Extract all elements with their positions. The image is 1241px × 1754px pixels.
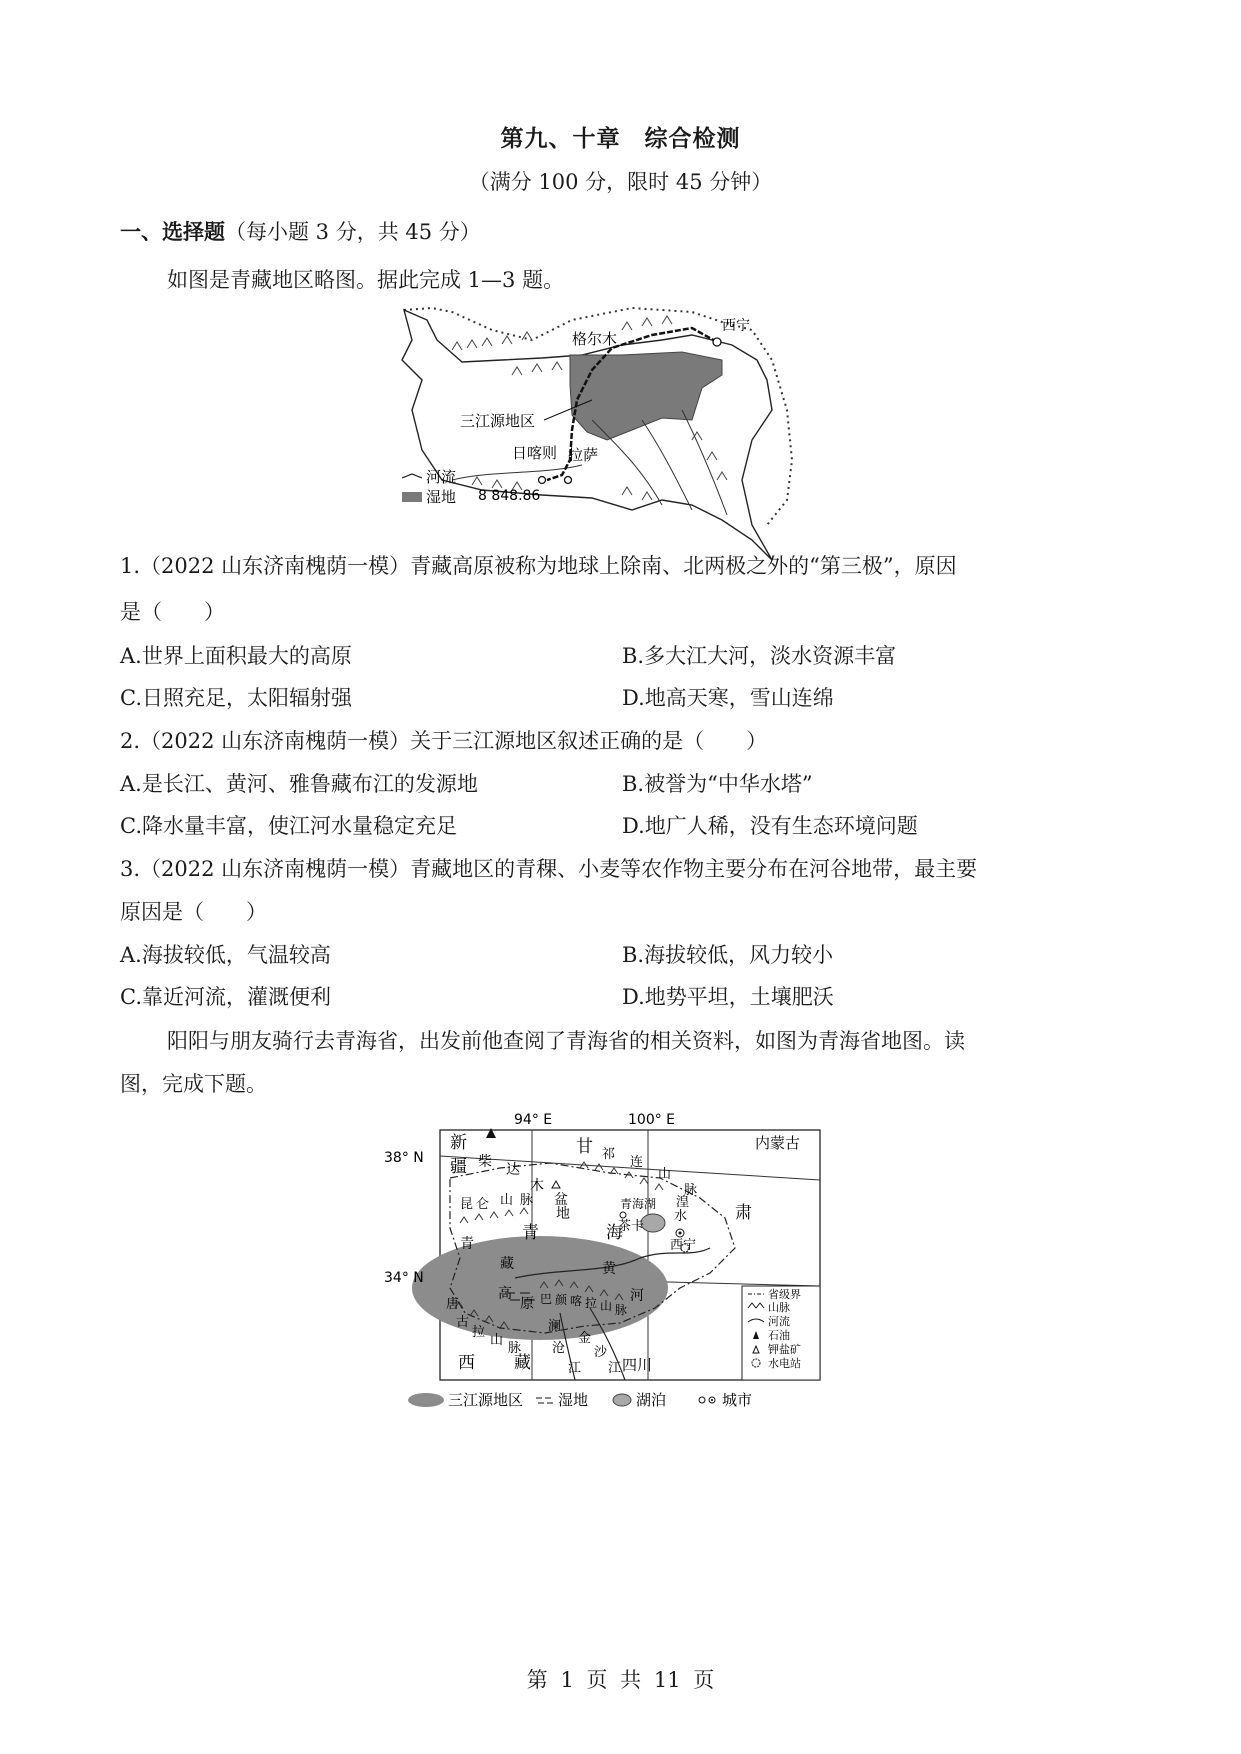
legend-bottom-3: 湖泊 bbox=[636, 1391, 667, 1409]
legend-wetland-icon bbox=[402, 492, 422, 502]
legend-river-icon bbox=[402, 474, 422, 478]
q3-option-c: C.靠近河流，灌溉便利 bbox=[120, 985, 331, 1009]
label-zang: 藏 bbox=[514, 1353, 531, 1373]
label-tanggula-2: 古 bbox=[456, 1315, 470, 1330]
label-xi: 西 bbox=[458, 1353, 475, 1373]
label-tanggula-4: 山 bbox=[490, 1333, 504, 1348]
section-heading bbox=[120, 216, 481, 246]
legend-bottom-2: 湿地 bbox=[558, 1391, 589, 1409]
q3-option-b: B.海拔较低，风力较小 bbox=[622, 943, 834, 967]
label-kunlun-1: 昆 bbox=[460, 1197, 474, 1212]
label-tanggula-1: 唐 bbox=[446, 1297, 460, 1312]
label-jinsha-1: 金 bbox=[578, 1331, 592, 1346]
label-chaidamu-5: 地 bbox=[556, 1206, 570, 1222]
intro-text-2-line1: 阳阳与朋友骑行去青海省，出发前他查阅了青海省的相关资料，如图为青海省地图。读 bbox=[167, 1029, 965, 1053]
label-lancang-3: 江 bbox=[568, 1361, 582, 1376]
intro-text-1: 如图是青藏地区略图。据此完成 1—3 题。 bbox=[167, 268, 565, 292]
label-chaidamu-3: 木 bbox=[530, 1178, 544, 1194]
label-bayankala-1: 巴 bbox=[540, 1292, 553, 1306]
label-qilian-2: 连 bbox=[630, 1155, 644, 1170]
label-chaka: 茶卡 bbox=[618, 1219, 645, 1234]
legend-wetland-icon2 bbox=[536, 1398, 553, 1403]
label-chaidamu-4: 盆 bbox=[554, 1192, 568, 1208]
q2-option-d: D.地广人稀，没有生态环境问题 bbox=[622, 814, 918, 838]
legend-city-icon-1 bbox=[699, 1397, 705, 1403]
label-tanggula-5: 脉 bbox=[508, 1341, 522, 1356]
q1-option-b: B.多大江大河，淡水资源丰富 bbox=[622, 644, 897, 668]
lat-34-label: 34° N bbox=[384, 1270, 424, 1286]
label-qilian-3: 山 bbox=[658, 1167, 672, 1182]
label-bayankala-4: 拉 bbox=[585, 1296, 598, 1310]
label-qingzang-3: 高 bbox=[498, 1286, 512, 1302]
label-su: 肃 bbox=[735, 1203, 752, 1223]
legend-bottom-1: 三江源地区 bbox=[448, 1391, 524, 1409]
q2-option-b: B.被誉为“中华水塔” bbox=[622, 772, 813, 796]
q1-option-c: C.日照充足，太阳辐射强 bbox=[120, 686, 352, 710]
label-kunlun-4: 脉 bbox=[520, 1193, 534, 1208]
qingzang-region-map bbox=[392, 300, 854, 575]
legend-item-1: 省级界 bbox=[768, 1288, 801, 1301]
legend-item-5: 钾盐矿 bbox=[768, 1343, 801, 1356]
label-hai: 海 bbox=[606, 1223, 623, 1243]
label-sanjiangyuan: 三江源地区 bbox=[460, 412, 536, 430]
page-footer: 第 1 页 共 11 页 bbox=[526, 1668, 715, 1692]
qinghai-lake bbox=[641, 1214, 665, 1232]
label-qinghaihu: 青海湖 bbox=[620, 1197, 657, 1211]
label-huangshui-1: 湟 bbox=[676, 1195, 690, 1210]
q2-option-c: C.降水量丰富，使江河水量稳定充足 bbox=[120, 814, 457, 838]
legend-item-6: 水电站 bbox=[768, 1357, 801, 1370]
section-label: 一、选择题 bbox=[120, 219, 225, 244]
city-chaka-marker bbox=[620, 1212, 626, 1218]
q1-stem-line2: 是（ ） bbox=[120, 600, 225, 624]
label-kunlun-3: 山 bbox=[500, 1193, 514, 1208]
label-xining2: 西宁 bbox=[670, 1238, 697, 1253]
legend-sanjiangyuan-icon bbox=[408, 1393, 444, 1407]
legend-lake-icon bbox=[613, 1394, 631, 1406]
lon-94-label: 94° E bbox=[514, 1112, 553, 1128]
label-qilian-1: 祁 bbox=[602, 1147, 616, 1162]
label-lancang-1: 澜 bbox=[548, 1319, 562, 1334]
label-bayankala-5: 山 bbox=[600, 1299, 613, 1313]
label-bayankala-2: 颜 bbox=[555, 1293, 568, 1307]
city-shigatse bbox=[539, 477, 546, 484]
q1-option-d: D.地高天寒，雪山连绵 bbox=[622, 686, 834, 710]
q1-stem-line1: 1.（2022 山东济南槐荫一模）青藏高原被称为地球上除南、北两极之外的“第三极”，原因 bbox=[120, 554, 957, 578]
page-subtitle: （满分 100 分，限时 45 分钟） bbox=[468, 170, 773, 194]
q3-stem-line1: 3.（2022 山东济南槐荫一模）青藏地区的青稞、小麦等农作物主要分布在河谷地带，最主要 bbox=[120, 857, 978, 881]
label-qingzang-4: 原 bbox=[520, 1296, 534, 1312]
label-sichuan: 四川 bbox=[622, 1356, 653, 1374]
label-neimenggu: 内蒙古 bbox=[755, 1134, 801, 1152]
city-xining bbox=[713, 338, 721, 346]
label-jinsha-2: 沙 bbox=[594, 1345, 608, 1360]
q3-option-d: D.地势平坦，土壤肥沃 bbox=[622, 985, 834, 1009]
label-huanghe-1: 黄 bbox=[602, 1261, 616, 1277]
label-bayankala-6: 脉 bbox=[615, 1303, 628, 1317]
label-kunlun-2: 仑 bbox=[476, 1197, 490, 1212]
label-huanghe-2: 河 bbox=[630, 1288, 644, 1304]
label-huangshui-2: 水 bbox=[674, 1209, 688, 1224]
q2-stem-line1: 2.（2022 山东济南槐荫一模）关于三江源地区叙述正确的是（ ） bbox=[120, 729, 768, 753]
label-jiang: 疆 bbox=[450, 1157, 467, 1177]
legend-bottom-4: 城市 bbox=[722, 1391, 753, 1409]
legend-item-2: 山脉 bbox=[768, 1301, 790, 1314]
label-qing: 青 bbox=[522, 1223, 539, 1243]
label-chaidamu-1: 柴 bbox=[478, 1154, 492, 1170]
label-qingzang-1: 青 bbox=[460, 1236, 474, 1252]
qinghai-province-map bbox=[380, 1108, 850, 1418]
label-golmud: 格尔木 bbox=[572, 330, 618, 348]
section-note: （每小题 3 分，共 45 分） bbox=[225, 220, 481, 244]
legend-river: 河流 bbox=[426, 468, 457, 486]
q1-option-a: A.世界上面积最大的高原 bbox=[120, 644, 352, 668]
label-tanggula-3: 拉 bbox=[472, 1325, 486, 1340]
label-xining: 西宁 bbox=[722, 318, 750, 334]
legend-item-4: 石油 bbox=[768, 1329, 790, 1342]
page-title: 第九、十章 综合检测 bbox=[500, 125, 741, 152]
label-chaidamu-2: 达 bbox=[506, 1162, 520, 1178]
label-lancang-2: 沧 bbox=[552, 1341, 566, 1356]
label-bayankala-3: 喀 bbox=[570, 1294, 583, 1308]
legend-item-3: 河流 bbox=[768, 1315, 790, 1328]
label-gan: 甘 bbox=[576, 1137, 593, 1157]
lon-100-label: 100° E bbox=[628, 1112, 676, 1128]
lat-38-label: 38° N bbox=[384, 1150, 424, 1166]
q3-option-a: A.海拔较低，气温较高 bbox=[120, 943, 331, 967]
label-xin: 新 bbox=[450, 1133, 467, 1153]
label-lhasa: 拉萨 bbox=[568, 446, 599, 464]
label-qingzang-2: 藏 bbox=[500, 1256, 514, 1272]
label-shigatse: 日喀则 bbox=[512, 444, 558, 462]
city-lhasa bbox=[565, 477, 572, 484]
legend-wetland: 湿地 bbox=[426, 488, 457, 506]
q2-option-a: A.是长江、黄河、雅鲁藏布江的发源地 bbox=[120, 772, 478, 796]
label-peak: 8 848.86 bbox=[478, 488, 541, 504]
intro-text-2-line2: 图，完成下题。 bbox=[120, 1072, 267, 1096]
q3-stem-line2: 原因是（ ） bbox=[120, 900, 267, 924]
label-jinsha-3: 江 bbox=[608, 1361, 622, 1376]
label-qilian-4: 脉 bbox=[684, 1183, 698, 1198]
